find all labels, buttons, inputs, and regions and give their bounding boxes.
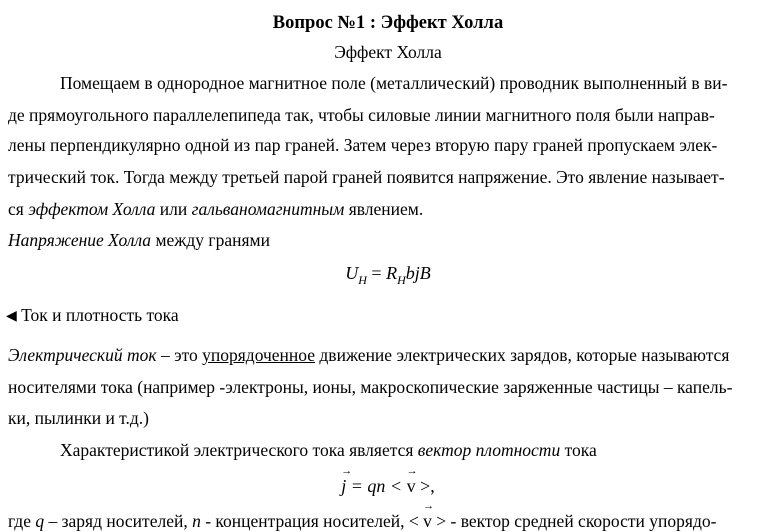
vector-arrow-icon: → xyxy=(423,500,435,512)
triangle-left-icon[interactable]: ◀ xyxy=(6,309,17,324)
vector-arrow-icon: → xyxy=(406,465,418,477)
formula-subscript: H xyxy=(358,273,367,287)
term-hall-voltage: Напряжение Холла xyxy=(8,230,152,250)
paragraph-line: де прямоугольного параллелепипеда так, чтобы силовые линии магнитного поля были направ- xyxy=(8,105,715,125)
text-run: между гранями xyxy=(151,230,270,250)
section-heading[interactable] xyxy=(6,304,776,329)
text-run: где xyxy=(8,511,36,531)
formula-symbol: bjB xyxy=(405,263,431,283)
text-run: Характеристикой электрического тока является xyxy=(60,440,418,460)
current-density-formula xyxy=(0,465,776,497)
text-run: или xyxy=(155,199,192,219)
paragraph-line xyxy=(0,439,776,461)
formula-symbol: n xyxy=(192,511,201,531)
paragraph-line xyxy=(8,344,776,366)
term-electric-current: Электрический ток xyxy=(8,345,157,365)
paragraph-line: трический ток. Тогда между третьей парой граней появится напряжение. Это явление называет- xyxy=(8,167,725,187)
paragraph-line xyxy=(8,198,776,220)
formula-symbol: v xyxy=(423,511,432,531)
paragraph-line: Помещаем в однородное магнитное поле (металлический) проводник выполненный в ви- xyxy=(60,73,728,93)
text-run: явлением. xyxy=(344,199,424,219)
text-run: - вектор средней скорости упорядо- xyxy=(446,511,717,531)
section-heading-label: Ток и плотность тока xyxy=(21,305,179,325)
text-run: ся xyxy=(8,199,29,219)
vector-j xyxy=(341,465,353,497)
formula-symbol: U xyxy=(345,263,359,283)
term-hall-effect: эффектом Холла xyxy=(28,199,156,219)
underlined-word: упорядоченное xyxy=(202,345,316,365)
page-title: Вопрос №1 : Эффект Холла xyxy=(272,13,504,33)
paragraph-line xyxy=(8,229,776,251)
paragraph-line: носителями тока (например -электроны, ионы, макроскопические заряженные частицы – капель- xyxy=(8,377,733,397)
formula-symbol: >, xyxy=(415,476,435,496)
formula-subscript: H xyxy=(397,273,406,287)
formula-symbol: j xyxy=(341,476,347,496)
page-subtitle: Эффект Холла xyxy=(334,42,442,62)
paragraph-line: ки, пылинки и т.д.) xyxy=(8,408,149,428)
formula-symbol: q xyxy=(35,511,45,531)
formula-symbol: R xyxy=(386,263,398,283)
text-run: - концентрация носителей, xyxy=(200,511,409,531)
formula-symbol: > xyxy=(431,511,447,531)
vector-v xyxy=(423,500,435,532)
formula-symbol: < xyxy=(408,511,424,531)
hall-voltage-formula xyxy=(0,262,776,286)
text-run: – заряд носителей, xyxy=(44,511,193,531)
formula-symbol: = qn < xyxy=(346,476,407,496)
paragraph-line xyxy=(8,500,776,532)
text-run: – это xyxy=(156,345,203,365)
text-run: движение электрических зарядов, которые называются xyxy=(315,345,730,365)
vector-arrow-icon: → xyxy=(341,465,353,477)
formula-symbol: v xyxy=(406,476,416,496)
vector-v xyxy=(406,465,418,497)
term-galvanomagnetic: гальваномагнитным xyxy=(191,199,345,219)
text-run: тока xyxy=(560,440,597,460)
term-current-density-vector: вектор плотности xyxy=(417,440,561,460)
formula-symbol: = xyxy=(366,263,387,283)
paragraph-line: лены перпендикулярно одной из пар граней. Затем через вторую пару граней пропускаем элек- xyxy=(8,135,718,155)
